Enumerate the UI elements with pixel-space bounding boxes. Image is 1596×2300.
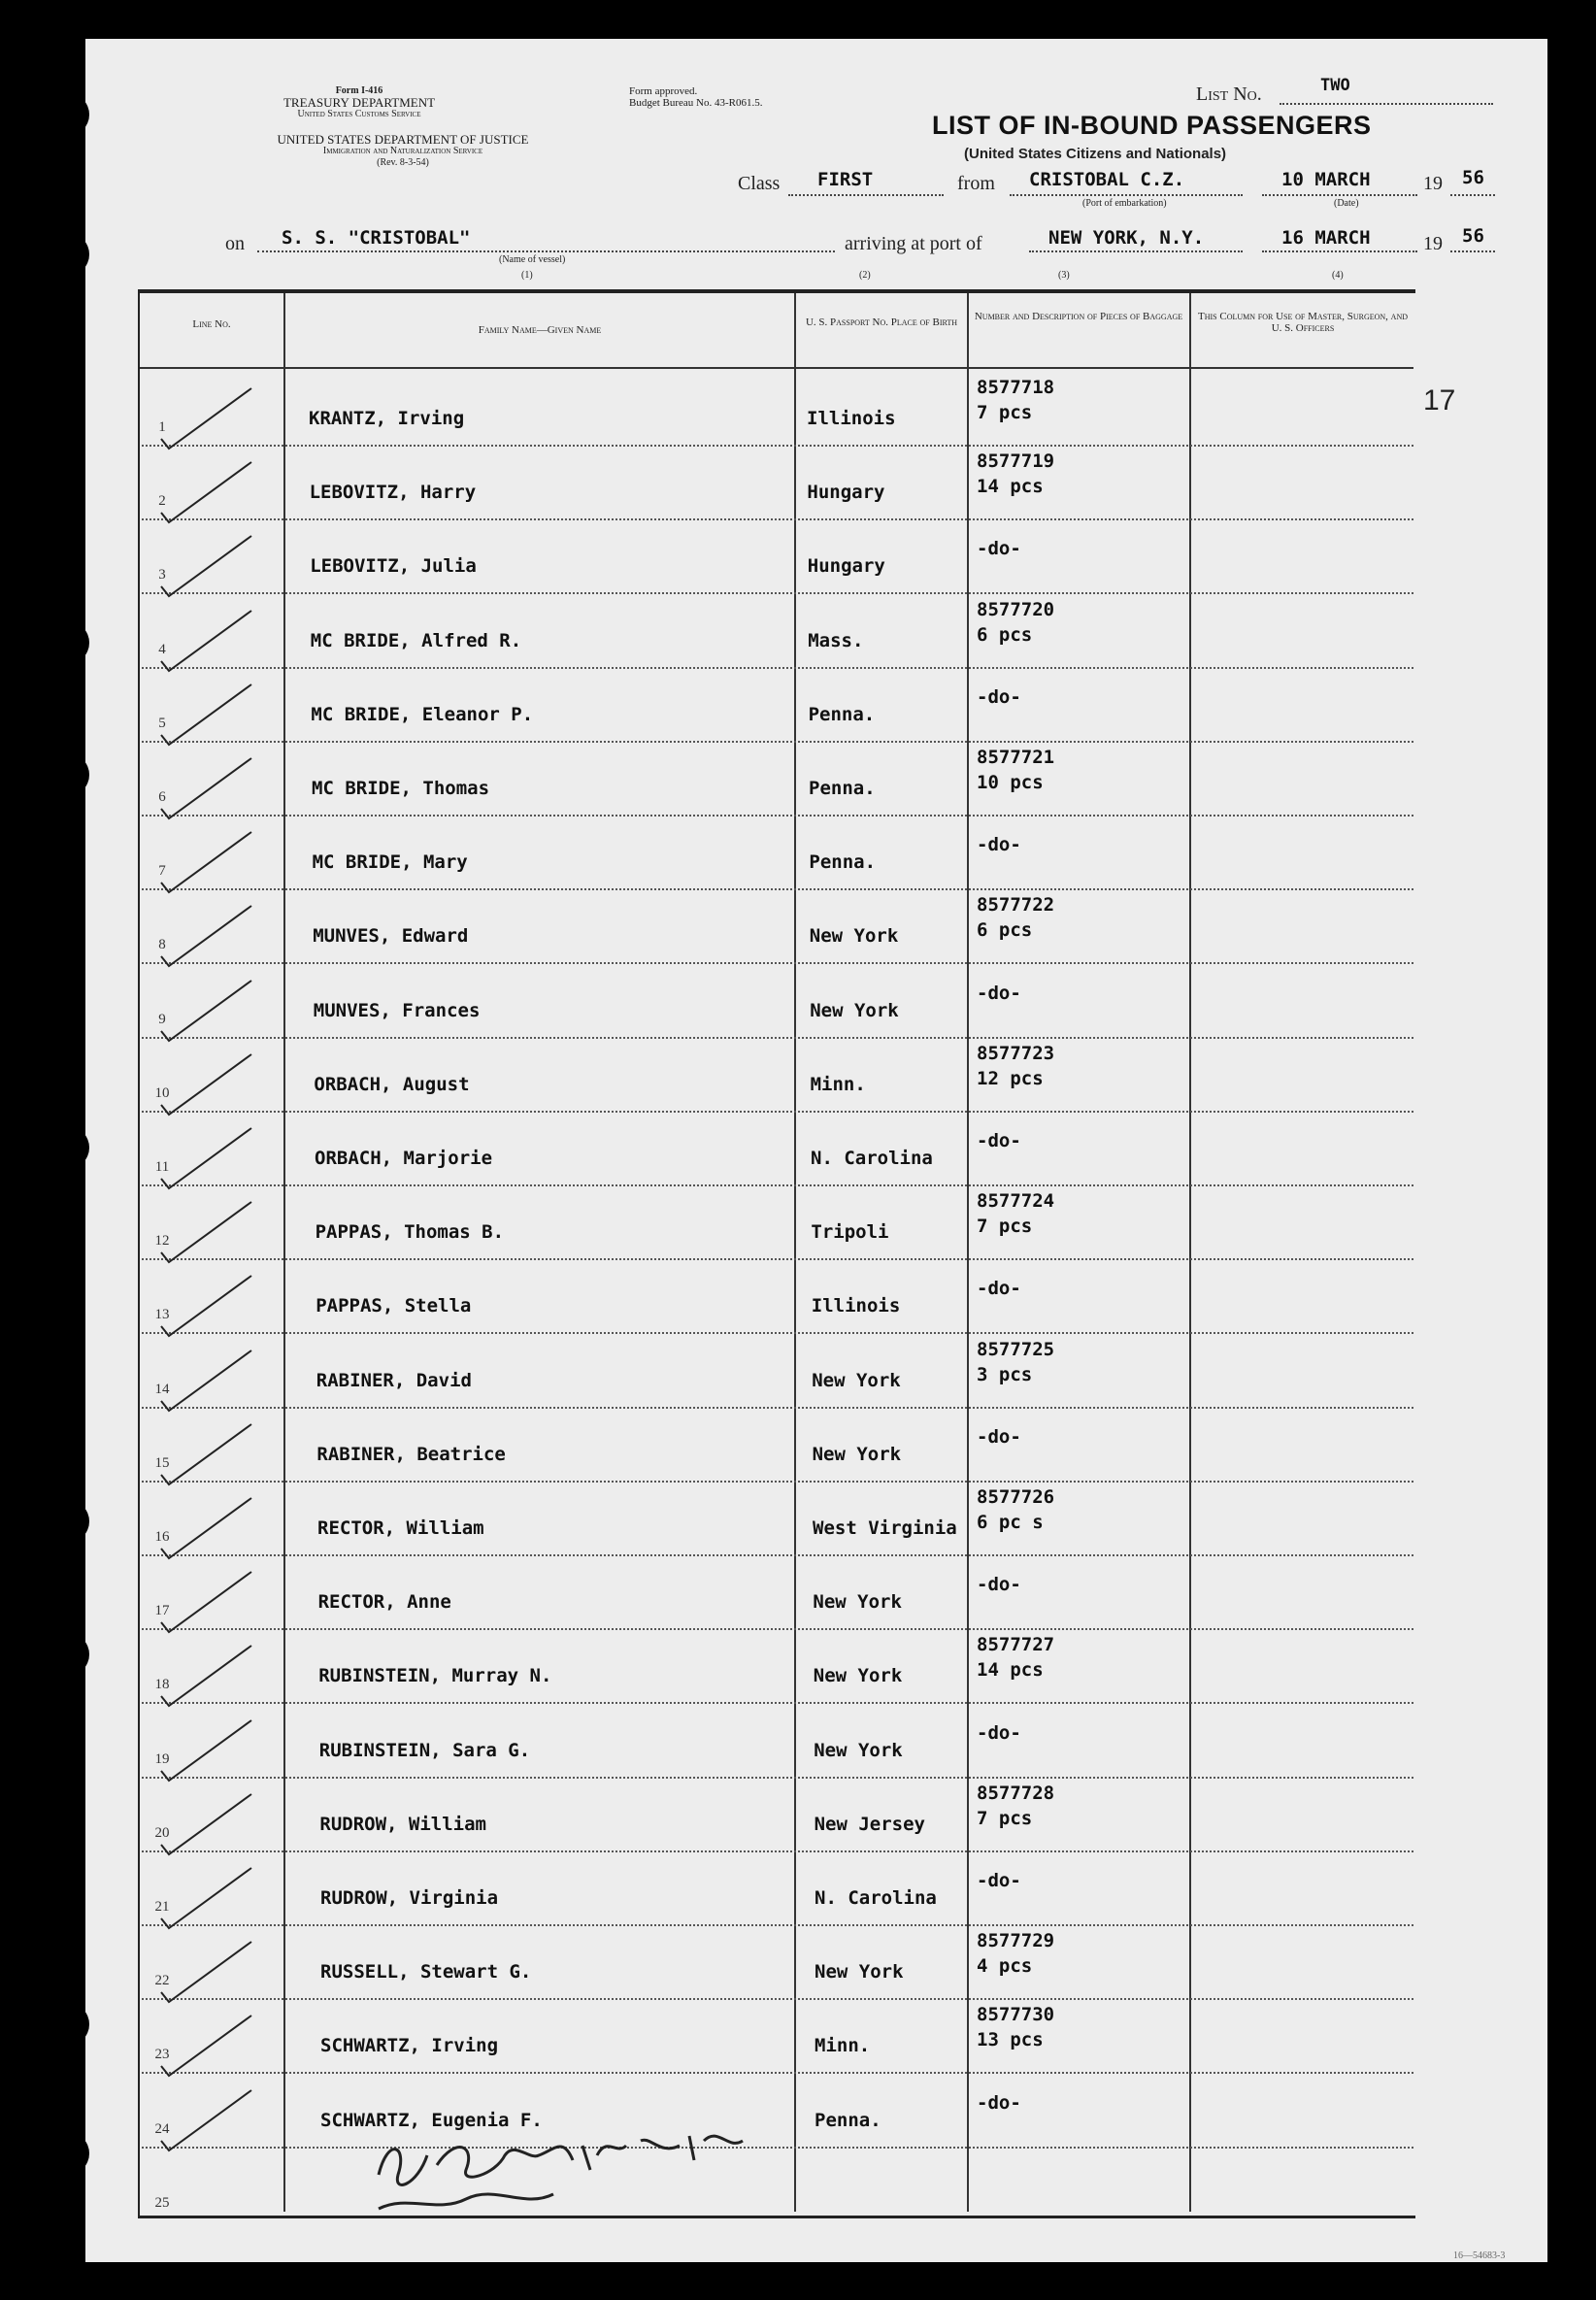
check-mark [150,1715,256,1783]
punch-hole [47,753,89,796]
place-of-birth: New York [813,1591,902,1614]
baggage-description: -do- [977,538,1021,560]
line-number: 21 [154,1899,170,1915]
baggage-description: 7 pcs [977,1216,1033,1238]
place-of-birth: New York [814,1739,903,1761]
passenger-name: ORBACH, Marjorie [315,1148,493,1169]
punch-hole [47,1126,89,1169]
place-of-birth: Illinois [811,1295,901,1317]
arrival-year-value: 56 [1462,225,1484,247]
table-row [142,1333,1413,1409]
customs-service: United States Customs Service [297,109,421,119]
check-mark [150,605,256,673]
punch-hole [47,621,89,664]
check-mark [150,456,256,524]
passenger-name: ORBACH, August [314,1073,470,1095]
line-number: 11 [154,1159,170,1175]
table-row [142,2147,1413,2220]
page-title: LIST OF IN-BOUND PASSENGERS [932,111,1372,140]
table-row [142,2073,1413,2149]
table-row [142,1703,1413,1779]
table-row [142,667,1413,743]
line-number: 18 [154,1677,170,1693]
check-mark [150,1196,256,1264]
passenger-name: RABINER, David [316,1369,472,1391]
line-number: 22 [154,1973,170,1989]
baggage-description: 14 pcs [977,1659,1044,1682]
punch-hole [47,2132,89,2175]
line-number: 19 [154,1750,170,1767]
baggage-number: 8577726 [977,1486,1055,1508]
table-row [142,1554,1413,1630]
table-row [142,1407,1413,1483]
line-number: 4 [158,641,166,657]
passenger-name: LEBOVITZ, Julia [310,555,477,578]
baggage-description: 14 pcs [977,476,1044,498]
table-row [142,741,1413,817]
check-mark [150,530,256,598]
baggage-description: -do- [977,1721,1021,1744]
vessel-caption: (Name of vessel) [499,254,566,265]
ins-service: Immigration and Naturalization Service [322,146,483,156]
passenger-name: PAPPAS, Thomas B. [315,1221,505,1244]
page-mark: 17 [1423,384,1456,417]
place-of-birth: N. Carolina [815,1887,937,1909]
passenger-name: MC BRIDE, Thomas [312,778,490,799]
punch-hole [47,1500,89,1543]
place-of-birth: West Virginia [813,1517,957,1539]
punch-hole [47,1633,89,1676]
check-mark [150,1418,256,1486]
line-number: 15 [154,1454,170,1471]
col-num-1: (1) [521,270,533,281]
line-number: 9 [158,1011,166,1027]
from-label: from [957,173,995,194]
from-year-prefix: 19 [1423,173,1443,194]
from-year-value: 56 [1462,167,1484,188]
page-subtitle: (United States Citizens and Nationals) [964,146,1227,162]
check-mark [150,679,256,747]
table-row [142,963,1413,1039]
budget-text: Budget Bureau No. 43-R061.5. [629,97,763,109]
treasury-dept: TREASURY DEPARTMENT [283,95,436,110]
form-number: Form I-416 [335,85,383,96]
col-header-passport: U. S. Passport No. Place of Birth [805,317,958,328]
arrival-port-value: NEW YORK, N.Y. [1048,227,1205,249]
baggage-description: 6 pc s [977,1512,1044,1533]
list-no-value: TWO [1320,76,1350,95]
passenger-name: MC BRIDE, Mary [312,851,468,874]
place-of-birth: Hungary [807,482,885,504]
line-number: 17 [154,1603,170,1619]
line-number: 23 [154,2047,170,2063]
table-row [142,888,1413,964]
check-mark [150,826,256,894]
passenger-name: MUNVES, Frances [313,999,481,1021]
check-mark [150,1049,256,1117]
baggage-description: -do- [977,982,1021,1004]
check-mark [150,1862,256,1930]
place-of-birth: Tripoli [811,1221,889,1244]
punch-hole [47,233,89,276]
table-row [142,1258,1413,1334]
check-mark [150,1492,256,1560]
passenger-name: KRANTZ, Irving [309,408,465,429]
table-row [142,1481,1413,1556]
baggage-description: -do- [977,1870,1021,1891]
from-date-caption: (Date) [1334,198,1359,209]
from-port-caption: (Port of embarkation) [1082,198,1167,209]
list-no-line [1280,103,1493,105]
punch-hole [47,2003,89,2046]
line-number: 8 [158,937,166,953]
class-value: FIRST [817,169,874,190]
class-label: Class [738,173,781,194]
line-number: 14 [154,1381,170,1397]
table-row [142,593,1413,669]
baggage-description: 7 pcs [977,402,1033,423]
from-year-line [1450,194,1495,196]
check-mark [150,1270,256,1338]
line-number: 12 [154,1233,170,1250]
baggage-description: 4 pcs [977,1955,1033,1978]
passenger-name: RECTOR, Anne [317,1591,451,1614]
col-header-name: Family Name—Given Name [478,324,602,336]
place-of-birth: Illinois [807,408,896,429]
place-of-birth: Penna. [809,778,876,799]
arrival-port-line [1029,250,1243,252]
line-number: 7 [158,863,166,880]
line-number: 24 [154,2120,170,2137]
vessel-line [257,250,835,252]
check-mark [150,1788,256,1856]
signature [369,2117,777,2223]
place-of-birth: New York [815,1961,904,1983]
line-number: 10 [154,1084,170,1101]
baggage-description: 3 pcs [977,1363,1033,1385]
passenger-name: RABINER, Beatrice [316,1443,506,1465]
line-number: 5 [158,715,166,731]
check-mark [150,2084,256,2152]
passenger-name: PAPPAS, Stella [316,1295,472,1317]
baggage-description: -do- [977,685,1021,708]
from-port-line [1010,194,1243,196]
line-number: 2 [158,493,166,510]
place-of-birth: Minn. [815,2035,871,2057]
baggage-description: 13 pcs [977,2029,1044,2051]
check-mark [150,975,256,1043]
place-of-birth: New Jersey [814,1813,925,1835]
passenger-name: MUNVES, Edward [313,925,469,948]
baggage-number: 8577725 [977,1338,1055,1360]
baggage-number: 8577721 [977,747,1055,768]
from-date-value: 10 MARCH [1281,169,1371,190]
check-mark [150,1566,256,1634]
passenger-name: SCHWARTZ, Eugenia F. [320,2109,543,2131]
check-mark [150,752,256,820]
passenger-name: SCHWARTZ, Irving [320,2035,499,2057]
check-mark [150,1122,256,1190]
baggage-description: -do- [977,834,1021,856]
passenger-name: RUDROW, William [319,1813,486,1835]
col-header-baggage: Number and Description of Pieces of Baggage [974,311,1183,322]
justice-dept: UNITED STATES DEPARTMENT OF JUSTICE [277,132,529,147]
place-of-birth: New York [813,1665,903,1687]
line-number: 25 [154,2194,170,2211]
check-mark [150,383,256,450]
col-num-3: (3) [1058,270,1070,281]
check-mark [150,1936,256,2004]
place-of-birth: New York [810,999,899,1021]
passenger-name: RUBINSTEIN, Murray N. [318,1665,552,1687]
from-port-value: CRISTOBAL C.Z. [1029,169,1185,190]
place-of-birth: Minn. [810,1073,866,1095]
table-row [142,1924,1413,2000]
arrival-date-value: 16 MARCH [1281,227,1371,249]
on-label: on [225,233,245,254]
arrival-date-line [1262,250,1417,252]
table-row [142,445,1413,520]
from-date-line [1262,194,1417,196]
check-mark [150,1640,256,1708]
footer-code: 16—54683-3 [1453,2250,1506,2261]
table-row [142,1850,1413,1926]
baggage-description: -do- [977,1278,1021,1300]
baggage-number: 8577723 [977,1042,1055,1064]
place-of-birth: Mass. [808,629,864,651]
vessel-value: S. S. "CRISTOBAL" [282,227,471,249]
baggage-number: 8577730 [977,2004,1055,2026]
form-approval [629,85,762,109]
baggage-number: 8577722 [977,894,1055,917]
arriving-label: arriving at port of [845,233,982,254]
list-no-label: List No. [1196,83,1262,105]
baggage-number: 8577727 [977,1634,1055,1656]
line-number: 3 [158,567,166,583]
table-row [142,518,1413,594]
col-header-line-no: Line No. [192,318,231,330]
table-row [142,1111,1413,1186]
table-row [142,1998,1413,2074]
baggage-description: -do- [977,2091,1021,2114]
passenger-name: RECTOR, William [317,1517,484,1539]
table-row [142,1777,1413,1852]
check-mark [150,900,256,968]
place-of-birth: New York [809,925,899,948]
line-number: 16 [154,1529,170,1545]
punch-hole [47,93,89,136]
passenger-name: LEBOVITZ, Harry [309,482,477,504]
baggage-number: 8577719 [977,450,1055,473]
col-num-4: (4) [1332,270,1344,281]
line-number: 13 [154,1307,170,1323]
baggage-description: -do- [977,1130,1021,1151]
baggage-description: -do- [977,1574,1021,1596]
form-revision: (Rev. 8-3-54) [377,157,429,168]
baggage-description: 7 pcs [977,1807,1033,1829]
place-of-birth: Hungary [807,555,885,578]
passenger-name: RUSSELL, Stewart G. [320,1961,532,1983]
baggage-number: 8577728 [977,1782,1055,1804]
place-of-birth: New York [812,1443,902,1465]
table-row [142,1037,1413,1113]
approved-text: Form approved. [629,85,698,97]
line-number: 6 [158,789,166,805]
check-mark [150,2010,256,2078]
check-mark [150,1345,256,1413]
table-row [142,371,1413,447]
baggage-description: -do- [977,1425,1021,1448]
arrival-year-prefix: 19 [1423,233,1443,254]
form-header-left [214,85,505,120]
class-line [788,194,944,196]
passenger-name: RUBINSTEIN, Sara G. [318,1739,531,1761]
place-of-birth: N. Carolina [811,1148,933,1169]
baggage-number: 8577724 [977,1190,1055,1213]
form-header-justice [214,134,592,169]
baggage-number: 8577720 [977,598,1055,620]
passenger-name: MC BRIDE, Alfred R. [310,629,522,651]
line-number: 20 [154,1824,170,1841]
table-row [142,815,1413,890]
arrival-year-line [1450,250,1495,252]
place-of-birth: New York [812,1369,901,1391]
baggage-description: 12 pcs [977,1067,1044,1089]
baggage-description: 10 pcs [977,772,1044,793]
col-num-2: (2) [859,270,871,281]
table-row [142,1628,1413,1704]
baggage-number: 8577718 [977,377,1055,398]
baggage-number: 8577729 [977,1930,1055,1952]
baggage-description: 6 pcs [977,623,1033,646]
line-number: 1 [158,419,166,435]
passenger-name: MC BRIDE, Eleanor P. [311,703,534,725]
table-row [142,1184,1413,1260]
passenger-name: RUDROW, Virginia [320,1887,499,1909]
place-of-birth: Penna. [815,2109,881,2131]
baggage-description: 6 pcs [977,919,1033,942]
header-rule [140,367,1413,369]
place-of-birth: Penna. [809,851,877,874]
place-of-birth: Penna. [808,703,876,725]
col-header-officers: This Column for Use of Master, Surgeon, and U. S. Officers [1198,311,1408,334]
